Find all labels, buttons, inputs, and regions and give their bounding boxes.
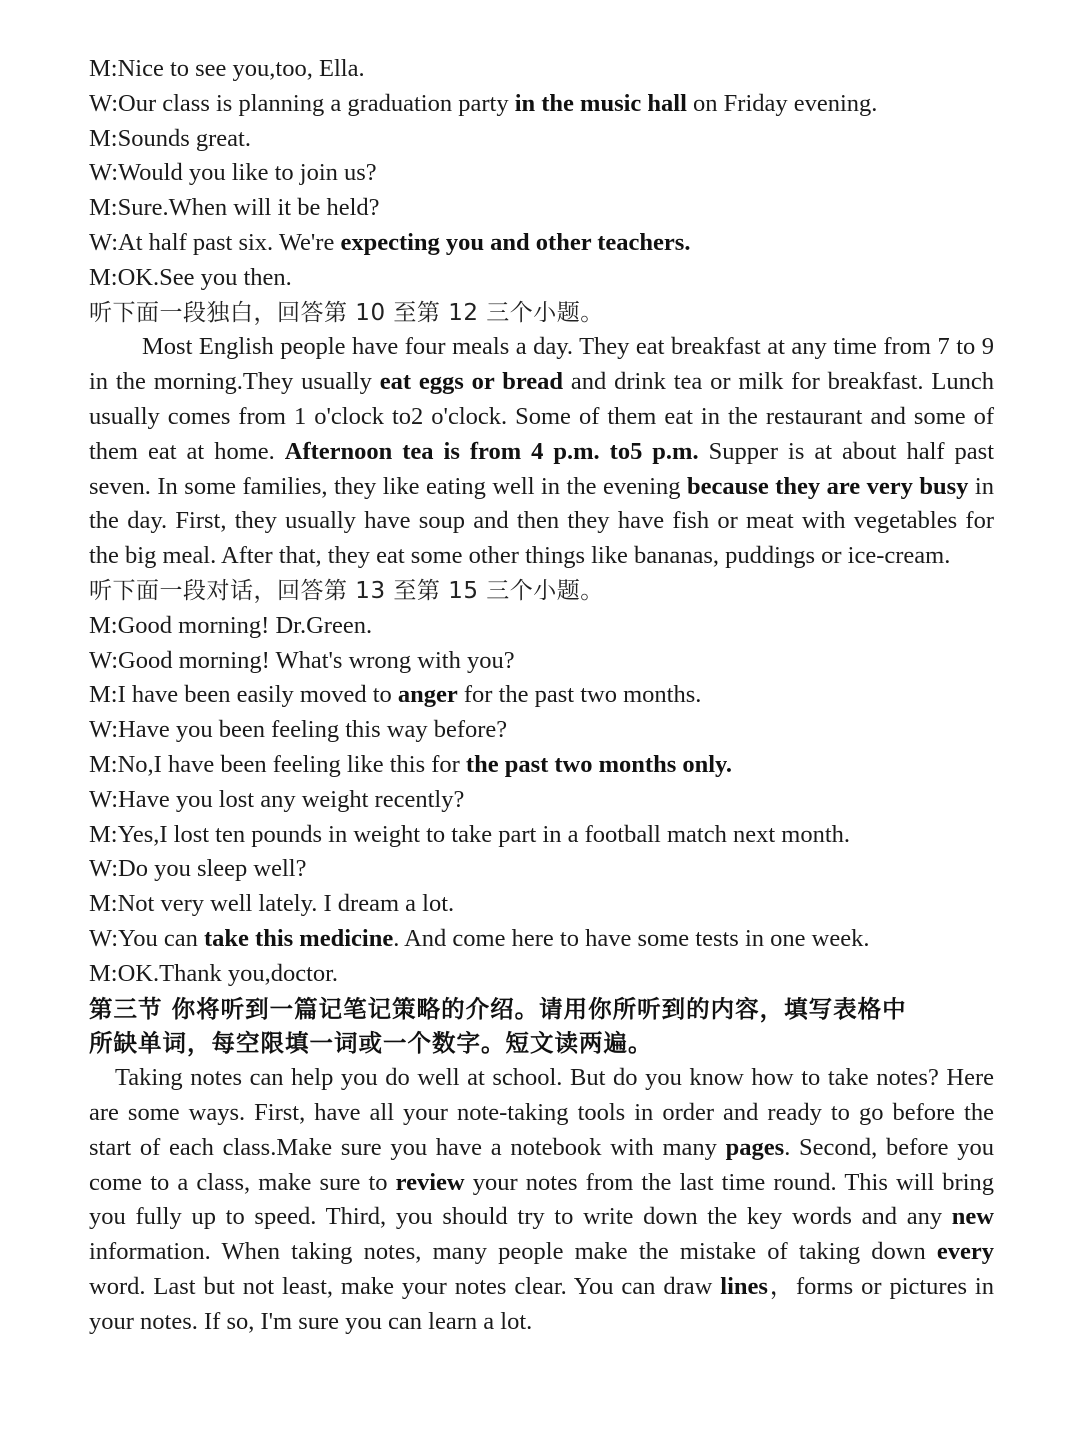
text-span: W:Have you been feeling this way before? [89,716,508,744]
instruction-monologue: 听下面一段独白，回答第 10 至第 12 三个小题。 [89,299,604,326]
text-span: M:Yes,I lost ten pounds in weight to take part in a football match next month. [89,820,850,848]
bold-text: in the music hall [514,89,687,117]
bold-text: Afternoon tea is from 4 p.m. to5 p.m. [284,437,699,465]
bold-text: expecting you and other teachers. [340,228,691,256]
text-span: Taking notes can help you do well at school. But do you know how to take notes? Here are some ways. First, have all your note-taking tools in order and ready to go before the start of each class.Make sure you have a notebook with many [89,1064,994,1161]
text-span: M:No,I have been feeling like this for [89,750,466,778]
dialogue-line [89,852,994,887]
dialogue-line [89,887,994,922]
text-span: M:OK.Thank you,doctor. [89,959,339,987]
text-span: your notes from the last time round. This will bring you fully up to speed. Third, you should try to write down the key words and any [89,1168,994,1231]
section3-heading-line2: 所缺单词，每空限填一词或一个数字。短文读两遍。 [89,1029,653,1058]
dialogue-line [89,922,994,957]
dialogue-line [89,122,994,157]
text-span: Supper is at about half past seven. In some families, they like eating well in the evening [89,437,994,500]
dialogue-line [89,783,994,818]
text-span: M:Not very well lately. I dream a lot. [89,890,455,918]
bold-text: review [395,1168,465,1196]
text-span: and drink tea or milk for breakfast. Lunch usually comes from 1 o'clock to2 o'clock. Some of them eat in the restaurant and some of them eat at home. [89,368,994,465]
text-span: word. Last but not least, make your notes clear. You can draw [89,1272,721,1300]
dialogue-line [89,156,994,191]
text-span: on Friday evening. [686,89,878,117]
bold-text: lines [720,1272,768,1300]
dialogue-graduation-party [89,52,994,296]
text-span: M:Sure.When will it be held? [89,194,380,222]
dialogue-line [89,644,994,679]
dialogue-line [89,957,994,992]
instruction-dialogue: 听下面一段对话，回答第 13 至第 15 三个小题。 [89,577,604,604]
monologue-meals-paragraph [89,330,994,574]
document-page [89,52,994,1339]
text-span: W:At half past six. We're [89,228,341,256]
dialogue-doctor-visit [89,609,994,992]
text-span: M:Nice to see you,too, Ella. [89,55,365,82]
dialogue-line [89,818,994,853]
text-span: W:You can [89,924,205,952]
text-span: for the past two months. [457,681,702,709]
bold-text: the past two months only. [465,750,733,778]
text-span: M:Sounds great. [89,124,251,152]
passage-note-taking-paragraph [89,1061,994,1339]
text-span: Most English people have four meals a day. They eat breakfast at any time from 7 to 9 in the morning.They usually [89,333,994,396]
bold-text: because they are very busy [687,472,969,500]
text-span: W:Good morning! What's wrong with you? [89,646,515,674]
text-span: . Second, before you come to a class, make sure to [89,1133,994,1196]
text-span: . And come here to have some tests in one week. [393,924,870,952]
text-span: M:I have been easily moved to [89,681,398,709]
text-span: W:Would you like to join us? [89,159,377,187]
dialogue-line [89,87,994,122]
dialogue-line [89,713,994,748]
text-span: ，forms or pictures in your notes. If so, I'm sure you can learn a lot. [89,1272,994,1335]
text-span: W:Our class is planning a graduation party [89,89,515,117]
dialogue-line [89,748,994,783]
dialogue-line [89,191,994,226]
bold-text: eat eggs or bread [379,368,564,396]
bold-text: anger [397,681,458,709]
dialogue-line [89,678,994,713]
bold-text: every [936,1238,994,1266]
bold-text: new [951,1203,994,1231]
dialogue-line [89,52,994,87]
text-span: M:OK.See you then. [89,263,292,291]
text-span: information. When taking notes, many people make the mistake of taking down [89,1238,937,1266]
bold-text: pages [725,1133,785,1161]
text-span: M:Good morning! Dr.Green. [89,611,373,639]
text-span: W:Have you lost any weight recently? [89,785,465,813]
text-span: in the day. First, they usually have soup and then they have fish or meat with vegetables for the big meal. After that, they eat some other things like bananas, puddings or ice-cream. [89,472,994,570]
dialogue-line [89,226,994,261]
section3-heading-line1: 第三节 你将听到一篇记笔记策略的介绍。请用你所听到的内容，填写表格中 [89,994,907,1023]
dialogue-line [89,261,994,296]
text-span: W:Do you sleep well? [89,855,307,883]
bold-text: take this medicine [204,924,394,952]
dialogue-line [89,609,994,644]
